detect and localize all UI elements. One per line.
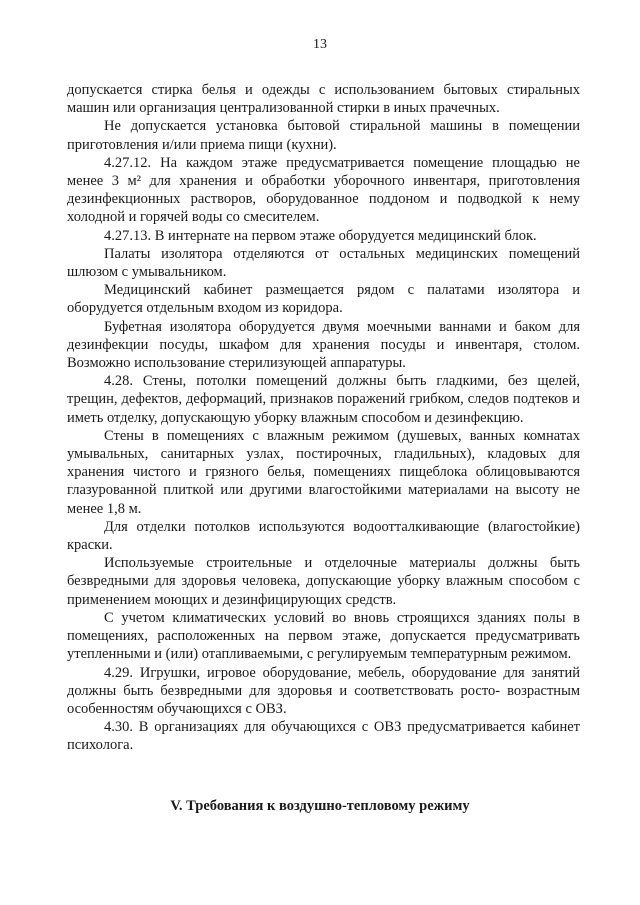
paragraph: Палаты изолятора отделяются от остальных медицинских помещений шлюзом с умывальником.	[67, 245, 580, 281]
body-text	[67, 81, 580, 755]
paragraph: Не допускается установка бытовой стиральной машины в помещении приготовления и/или приема пищи (кухни).	[67, 118, 580, 153]
paragraph-4-27-13: 4.27.13. В интернате на первом этаже оборудуется медицинский блок.	[104, 227, 537, 244]
paragraph: Медицинский кабинет размещается рядом с палатами изолятора и оборудуется отдельным входом из коридора.	[67, 282, 580, 317]
paragraph-4-28: 4.28. Стены, потолки помещений должны быть гладкими, без щелей, трещин, дефектов, деформаций, признаков поражений грибком, следов подтеков и иметь отделку, допускающую уборку влажным способом и дезинфекцию.	[67, 373, 580, 426]
paragraph-4-29: 4.29. Игрушки, игровое оборудование, мебель, оборудование для занятий должны быть безвредными для здоровья и соответствовать росто- возрастным особенностям обучающихся с ОВЗ.	[67, 664, 580, 717]
paragraph: Для отделки потолков используются водоотталкивающие (влагостойкие) краски.	[67, 518, 580, 554]
paragraph-continuation: допускается стирка белья и одежды с использованием бытовых стиральных машин или организация централизованной стирки в иных прачечных.	[67, 82, 580, 117]
paragraph: Буфетная изолятора оборудуется двумя моечными ваннами и баком для дезинфекции посуды, шкафом для хранения посуды и инвентаря, столом. Возможно использование стерилизующей аппаратуры.	[67, 318, 580, 372]
section-heading: V. Требования к воздушно-тепловому режиму	[170, 798, 470, 814]
paragraph: С учетом климатических условий во вновь строящихся зданиях полы в помещениях, расположенных на первом этаже, допускается предусматривать утепленными и (или) отапливаемыми, с регулируемым температурным режимом.	[67, 609, 580, 663]
paragraph-4-30: 4.30. В организациях для обучающихся с ОВЗ предусматривается кабинет психолога.	[67, 719, 580, 754]
page-number: 13	[313, 37, 327, 52]
paragraph-4-27-12: 4.27.12. На каждом этаже предусматривается помещение площадью не менее 3 м² для хранения и обработки уборочного инвентаря, приготовления дезинфекционных растворов, оборудованное поддоном и подводкой к нему холодной и горячей воды со смесителем.	[67, 154, 580, 226]
paragraph: Используемые строительные и отделочные материалы должны быть безвредными для здоровья человека, допускающие уборку влажным способом с применением моющих и дезинфицирующих средств.	[67, 555, 580, 608]
paragraph: Стены в помещениях с влажным режимом (душевых, ванных комнатах умывальных, санитарных узлах, постирочных, гладильных), кладовых для хранения чистого и грязного белья, помещениях пищеблока облицовываются глазурованной плиткой или другими влагостойкими материалами на высоту не менее 1,8 м.	[67, 427, 580, 517]
